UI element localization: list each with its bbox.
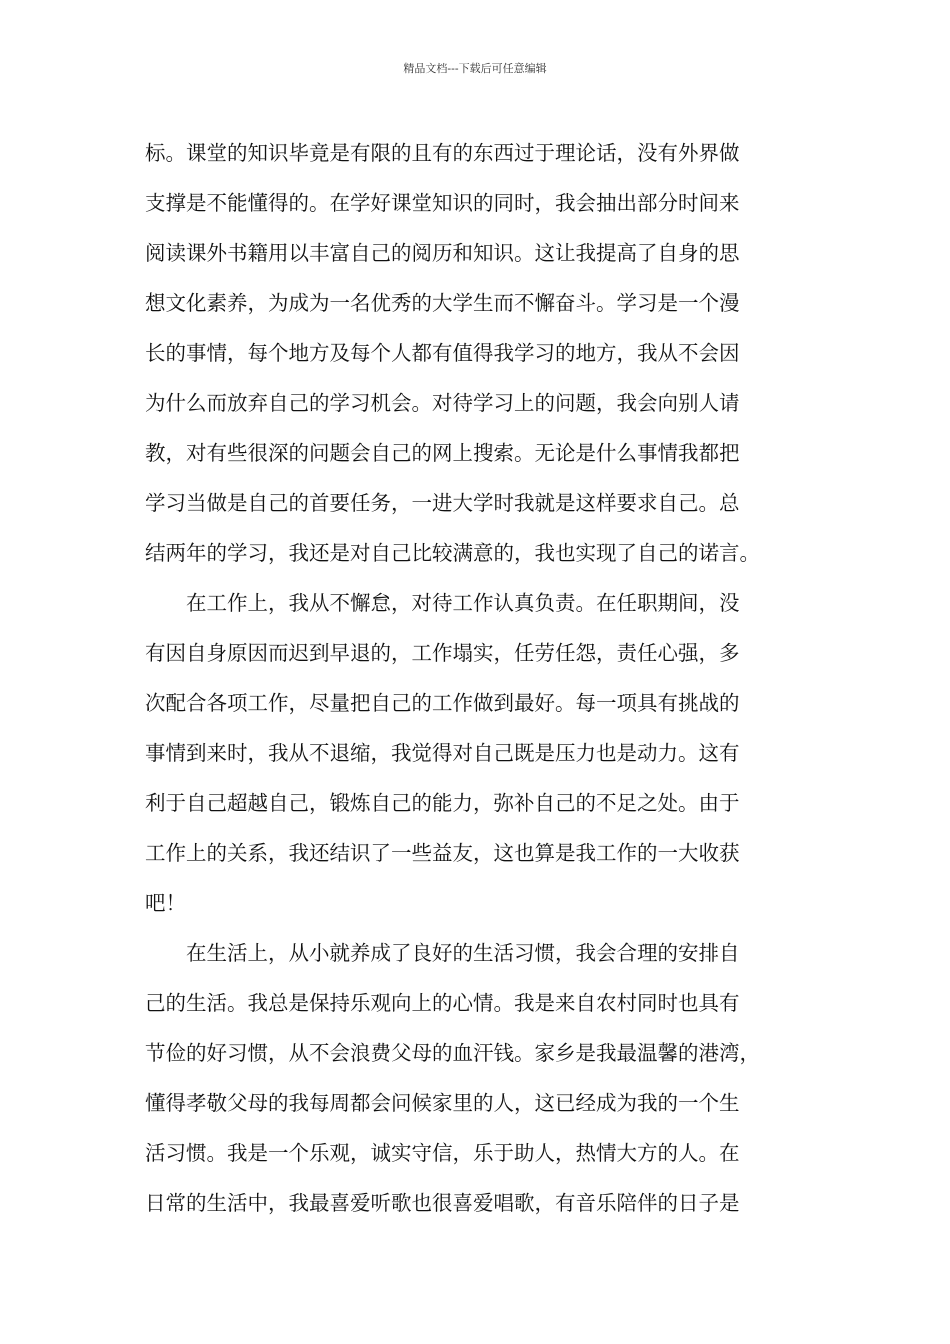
page-header: 精品文档---下载后可任意编辑	[403, 62, 547, 75]
text-line: 有因自身原因而迟到早退的，工作塌实，任劳任怨，责任心强，多	[145, 641, 740, 665]
paragraph-start-line: 在工作上，我从不懈怠，对待工作认真负责。在任职期间，没	[145, 591, 740, 615]
text-line: 日常的生活中，我最喜爱听歌也很喜爱唱歌，有音乐陪伴的日子是	[145, 1191, 740, 1215]
text-line: 标。课堂的知识毕竟是有限的且有的东西过于理论话，没有外界做	[145, 141, 740, 165]
text-line: 学习当做是自己的首要任务，一进大学时我就是这样要求自己。总	[145, 491, 740, 515]
text-line: 事情到来时，我从不退缩，我觉得对自己既是压力也是动力。这有	[145, 741, 740, 765]
text-line: 教，对有些很深的问题会自己的网上搜索。无论是什么事情我都把	[145, 441, 740, 465]
text-line: 次配合各项工作，尽量把自己的工作做到最好。每一项具有挑战的	[145, 691, 740, 715]
text-line: 活习惯。我是一个乐观，诚实守信，乐于助人，热情大方的人。在	[145, 1141, 740, 1165]
text-line: 吧！	[145, 891, 186, 915]
text-line: 利于自己超越自己，锻炼自己的能力，弥补自己的不足之处。由于	[145, 791, 740, 815]
text-line: 结两年的学习，我还是对自己比较满意的，我也实现了自己的诺言。	[145, 541, 760, 565]
text-line: 懂得孝敬父母的我每周都会问候家里的人，这已经成为我的一个生	[145, 1091, 740, 1115]
text-line: 工作上的关系，我还结识了一些益友，这也算是我工作的一大收获	[145, 841, 740, 865]
text-line: 为什么而放弃自己的学习机会。对待学习上的问题，我会向别人请	[145, 391, 740, 415]
document-body	[145, 128, 813, 1228]
text-line: 支撑是不能懂得的。在学好课堂知识的同时，我会抽出部分时间来	[145, 191, 740, 215]
paragraph-start-line: 在生活上，从小就养成了良好的生活习惯，我会合理的安排自	[145, 941, 740, 965]
text-line: 阅读课外书籍用以丰富自己的阅历和知识。这让我提高了自身的思	[145, 241, 740, 265]
text-line: 长的事情，每个地方及每个人都有值得我学习的地方，我从不会因	[145, 341, 740, 365]
text-line: 己的生活。我总是保持乐观向上的心情。我是来自农村同时也具有	[145, 991, 740, 1015]
text-line: 想文化素养，为成为一名优秀的大学生而不懈奋斗。学习是一个漫	[145, 291, 740, 315]
text-line: 节俭的好习惯，从不会浪费父母的血汗钱。家乡是我最温馨的港湾，	[145, 1041, 760, 1065]
